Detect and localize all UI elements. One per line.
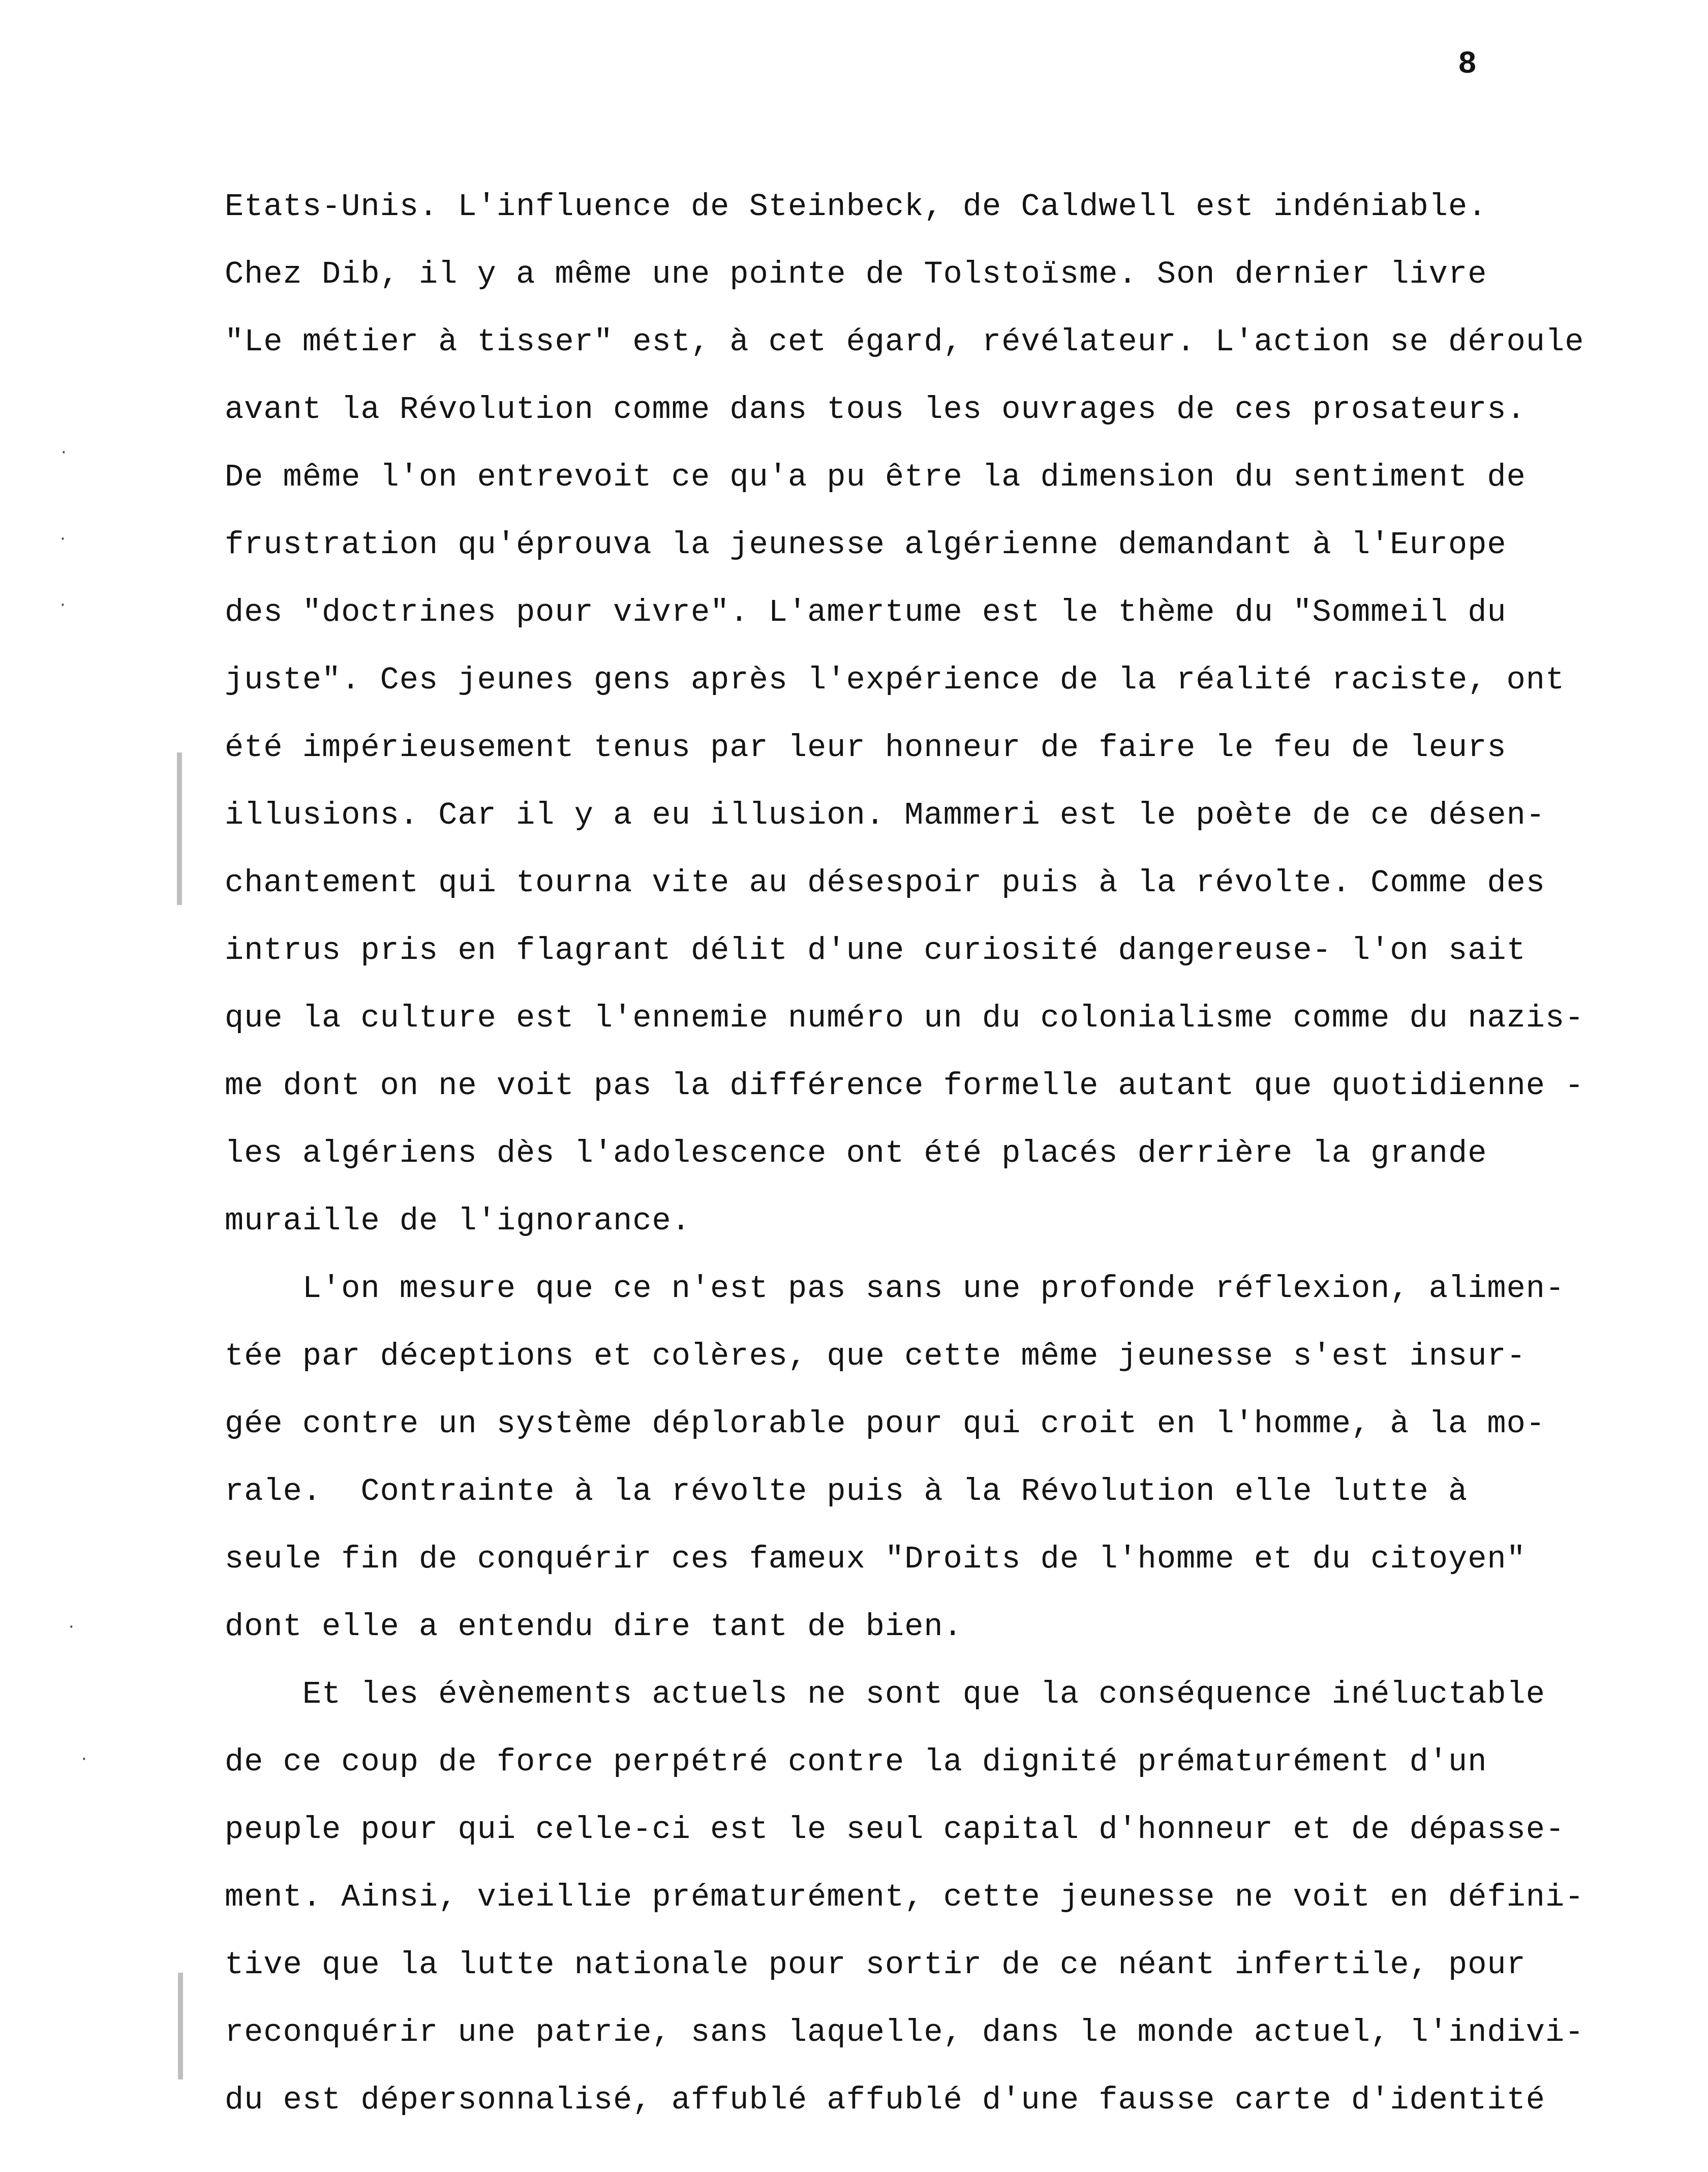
text-line: ment. Ainsi, vieillie prématurément, cette jeunesse ne voit en défini- (225, 1879, 1584, 1915)
page-number: 8 (1458, 46, 1477, 82)
paragraph (225, 1255, 1679, 1661)
text-line: du est dépersonnalisé, affublé affublé d'une fausse carte d'identité (225, 2082, 1546, 2118)
paragraph (225, 1661, 1679, 2134)
paragraph (225, 173, 1679, 1255)
text-line: gée contre un système déplorable pour qui croit en l'homme, à la mo- (225, 1406, 1546, 1442)
text-line: muraille de l'ignorance. (225, 1203, 691, 1239)
text-line: "Le métier à tisser" est, à cet égard, révélateur. L'action se déroule (225, 324, 1584, 360)
text-line: Etats-Unis. L'influence de Steinbeck, de Caldwell est indéniable. (225, 189, 1487, 225)
text-line: intrus pris en flagrant délit d'une curiosité dangereuse- l'on sait (225, 932, 1526, 969)
text-line: L'on mesure que ce n'est pas sans une profonde réflexion, alimen- (225, 1271, 1565, 1307)
text-line: des "doctrines pour vivre". L'amertume est le thème du "Sommeil du (225, 594, 1507, 630)
text-line: dont elle a entendu dire tant de bien. (225, 1609, 963, 1645)
text-line: seule fin de conquérir ces fameux "Droits de l'homme et du citoyen" (225, 1541, 1526, 1577)
text-line: De même l'on entrevoit ce qu'a pu être la dimension du sentiment de (225, 459, 1526, 495)
margin-dot: · (69, 1617, 74, 1637)
text-line: rale. Contrainte à la révolte puis à la Révolution elle lutte à (225, 1473, 1468, 1510)
text-line: juste". Ces jeunes gens après l'expérience de la réalité raciste, ont (225, 662, 1565, 698)
margin-dot: · (60, 529, 66, 549)
text-line: reconquérir une patrie, sans laquelle, dans le monde actuel, l'indivi- (225, 2014, 1584, 2050)
text-line: Et les évènements actuels ne sont que la conséquence inéluctable (225, 1676, 1546, 1712)
margin-scan-mark (177, 752, 182, 905)
text-line: Chez Dib, il y a même une pointe de Tolstoïsme. Son dernier livre (225, 256, 1487, 292)
text-line: les algériens dès l'adolescence ont été placés derrière la grande (225, 1135, 1487, 1171)
margin-dot: · (61, 442, 67, 463)
text-line: chantement qui tourna vite au désespoir puis à la révolte. Comme des (225, 865, 1546, 901)
margin-scan-mark (178, 1973, 183, 2079)
body-text (225, 173, 1679, 2134)
text-line: frustration qu'éprouva la jeunesse algérienne demandant à l'Europe (225, 527, 1507, 563)
margin-dot: · (81, 1749, 87, 1769)
text-line: tive que la lutte nationale pour sortir de ce néant infertile, pour (225, 1947, 1526, 1983)
text-line: que la culture est l'ennemie numéro un du colonialisme comme du nazis- (225, 1000, 1584, 1036)
text-line: peuple pour qui celle-ci est le seul capital d'honneur et de dépasse- (225, 1812, 1565, 1848)
text-line: été impérieusement tenus par leur honneur de faire le feu de leurs (225, 730, 1507, 766)
text-line: me dont on ne voit pas la différence formelle autant que quotidienne - (225, 1068, 1584, 1104)
text-line: de ce coup de force perpétré contre la dignité prématurément d'un (225, 1744, 1487, 1780)
margin-dot: · (60, 595, 66, 615)
text-line: tée par déceptions et colères, que cette même jeunesse s'est insur- (225, 1338, 1526, 1374)
text-line: illusions. Car il y a eu illusion. Mammeri est le poète de ce désen- (225, 797, 1546, 833)
text-line: avant la Révolution comme dans tous les ouvrages de ces prosateurs. (225, 391, 1526, 428)
